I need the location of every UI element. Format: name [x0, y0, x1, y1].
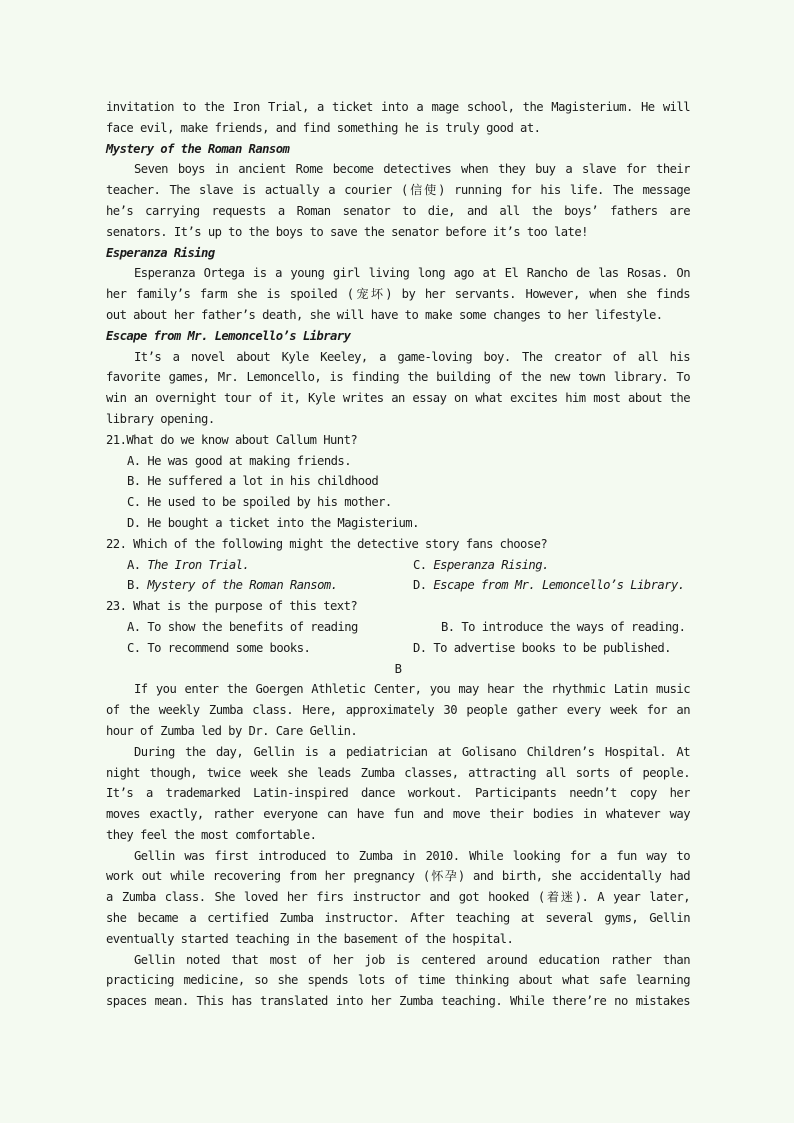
intro-line: invitation to the Iron Trial, a ticket into a mage school, the Magisterium. He will [106, 100, 690, 114]
book-title: Escape from Mr. Lemoncello’s Library [106, 328, 351, 343]
passage-line: a Zumba class. She loved her firs instructor and got hooked (着迷). A year later, [106, 890, 690, 905]
passage-line: spaces mean. This has translated into her Zumba teaching. While there’re no mistakes [106, 994, 690, 1009]
book-desc-line: senators. It’s up to the boys to save the senator before it’s too late! [106, 224, 588, 239]
question-stem: 21.What do we know about Callum Hunt? [106, 432, 358, 447]
answer-option: C. He used to be spoiled by his mother. [127, 495, 392, 510]
passage-line: If you enter the Goergen Athletic Center, you may hear the rhythmic Latin music [134, 682, 690, 697]
book-desc-line: Esperanza Ortega is a young girl living long ago at El Rancho de las Rosas. On [134, 266, 690, 281]
book-desc-line: win an overnight tour of it, Kyle writes an essay on what excites him most about the [106, 391, 690, 406]
passage-line: they feel the most comfortable. [106, 827, 317, 842]
book-desc-line: Seven boys in ancient Rome become detectives when they buy a slave for their [134, 162, 690, 177]
answer-option: A. He was good at making friends. [127, 453, 351, 468]
question-stem: 22. Which of the following might the detective story fans choose? [106, 536, 548, 551]
passage-line: It’s a trademarked Latin-inspired dance workout. Participants needn’t copy her [106, 786, 690, 801]
document-page [106, 97, 690, 1012]
book-desc-line: teacher. The slave is actually a courier (信使) running for his life. The message [106, 183, 690, 198]
book-desc-line: favorite games, Mr. Lemoncello, is finding the building of the new town library. To [106, 370, 690, 385]
section-heading: B [394, 661, 402, 676]
book-desc-line: library opening. [106, 411, 215, 426]
passage-line: moves exactly, rather everyone can have fun and move their bodies in whatever way [106, 807, 690, 822]
answer-option: B. To introduce the ways of reading. [441, 619, 686, 634]
passage-line: Gellin noted that most of her job is centered around education rather than [134, 952, 690, 967]
passage-line: of the weekly Zumba class. Here, approximately 30 people gather every week for an [106, 703, 690, 718]
passage-line: work out while recovering from her pregnancy (怀孕) and birth, she accidentally had [106, 869, 690, 884]
passage-line: night though, twice week she leads Zumba classes, attracting all sorts of people. [106, 765, 690, 780]
book-desc-line: he’s carrying requests a Roman senator to die, and all the boys’ fathers are [106, 203, 690, 218]
answer-option: B. Mystery of the Roman Ransom. [127, 578, 338, 593]
question-stem: 23. What is the purpose of this text? [106, 599, 358, 614]
book-title: Mystery of the Roman Ransom [106, 141, 290, 156]
answer-option: D. To advertise books to be published. [413, 640, 671, 655]
answer-option: D. Escape from Mr. Lemoncello’s Library. [413, 578, 685, 593]
passage-line: practicing medicine, so she spends lots of time thinking about what safe learning [106, 973, 690, 988]
passage-line: During the day, Gellin is a pediatrician at Golisano Children’s Hospital. At [134, 744, 690, 759]
book-title: Esperanza Rising [106, 245, 215, 260]
answer-option: A. To show the benefits of reading [127, 619, 358, 634]
answer-option: D. He bought a ticket into the Magisterium. [127, 515, 419, 530]
passage-line: Gellin was first introduced to Zumba in 2010. While looking for a fun way to [134, 848, 690, 863]
answer-option: C. To recommend some books. [127, 640, 311, 655]
answer-option-row [106, 575, 690, 596]
book-desc-line: It’s a novel about Kyle Keeley, a game-loving boy. The creator of all his [134, 349, 690, 364]
answer-option: B. He suffered a lot in his childhood [127, 474, 379, 489]
answer-option: A. The Iron Trial. [127, 557, 250, 572]
book-desc-line: her family’s farm she is spoiled (宠坏) by her servants. However, when she finds [106, 287, 690, 302]
answer-option-row [106, 617, 690, 638]
answer-option-row [106, 555, 690, 576]
passage-line: she became a certified Zumba instructor. After teaching at several gyms, Gellin [106, 911, 690, 926]
book-desc-line: out about her father’s death, she will have to make some changes to her lifestyle. [106, 307, 663, 322]
intro-line: face evil, make friends, and find something he is truly good at. [106, 120, 541, 135]
passage-line: hour of Zumba led by Dr. Care Gellin. [106, 723, 358, 738]
answer-option-row [106, 638, 690, 659]
passage-line: eventually started teaching in the basement of the hospital. [106, 931, 514, 946]
answer-option: C. Esperanza Rising. [413, 557, 549, 572]
